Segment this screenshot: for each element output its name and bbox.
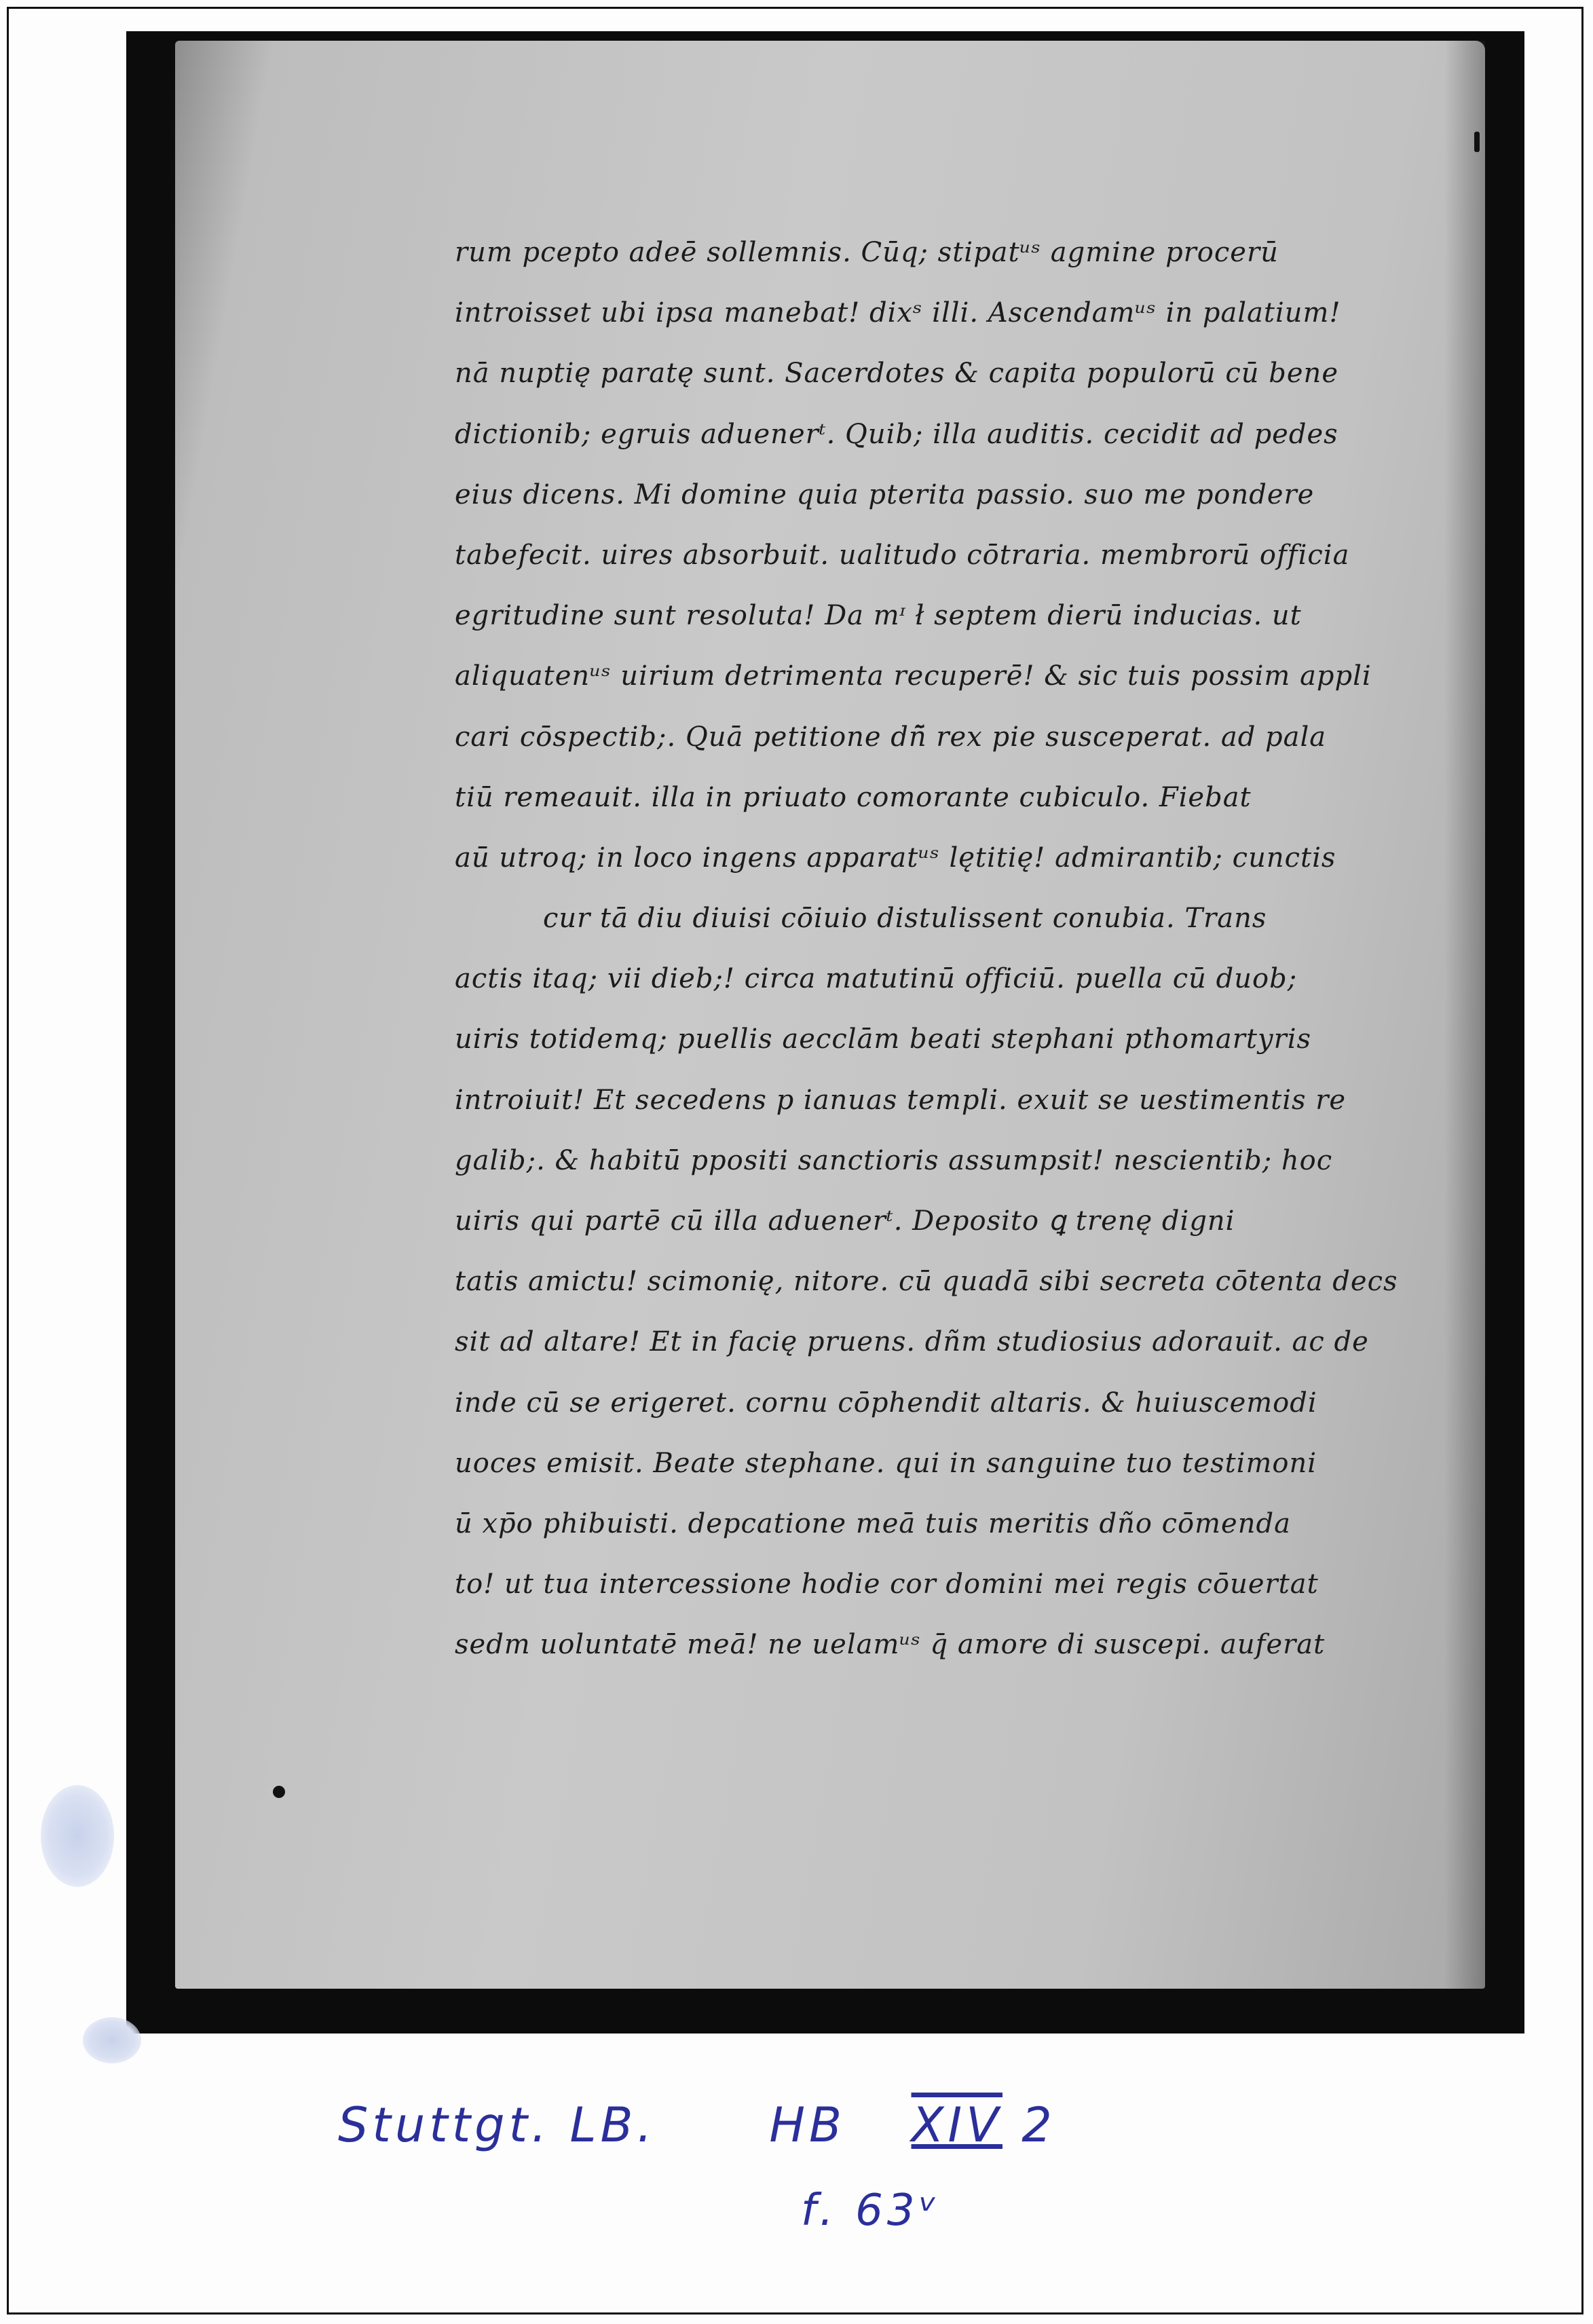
manuscript-line: uiris totidemq; puellis aecclām beati stephani pthomartyris (455, 1024, 1312, 1055)
manuscript-line: sedm uoluntatē meā! ne uelamᵘˢ q̄ amore di suscepi. auferat (455, 1629, 1326, 1661)
manuscript-line: galib;. & habitū ppositi sanctioris assumpsit! nescientib; hoc (455, 1144, 1333, 1176)
manuscript-line: cur tā diu diuisi cōiuio distulissent conubia. Trans (543, 903, 1267, 935)
folio-mark (1474, 132, 1480, 152)
manuscript-line: cari cōspectib;. Quā petitione dñ̄ rex pie susceperat. ad pala (455, 721, 1327, 753)
manuscript-line: ū xp̄o phibuisti. depcatione meā tuis meritis dño cōmenda (455, 1507, 1291, 1539)
margin-dot (273, 1786, 285, 1798)
ink-smudge (41, 1785, 114, 1887)
manuscript-line: introisset ubi ipsa manebat! dixˢ illi. Ascendamᵘˢ in palatium! (455, 297, 1341, 329)
manuscript-line: actis itaq; vii dieb;! circa matutinū officiū. puella cū duob; (455, 963, 1298, 995)
ink-smudge (83, 2017, 141, 2063)
shelfmark-number: 2 (1022, 2097, 1056, 2153)
manuscript-line: aū̄ utroq; in loco ingens apparatᵘˢ lętitię! admirantib; cunctis (455, 842, 1336, 874)
manuscript-line: rum pcepto adeē sollemnis. Cūq; stipatᵘˢ agmine procerū (455, 237, 1279, 268)
library-siglum: Stuttgt. LB. (338, 2097, 656, 2153)
manuscript-line: tatis amictu! scimonię, nitore. cū quadā sibi secreta cōtenta decs (455, 1266, 1398, 1298)
shelfmark-roman: XIV (911, 2097, 1003, 2153)
manuscript-line: tabefecit. uires absorbuit. ualitudo cōtraria. membrorū officia (455, 539, 1350, 571)
manuscript-line: dictionib; egruis aduenerᵗ. Quib; illa auditis. cecidit ad pedes (455, 418, 1338, 450)
shelfmark-prefix: HB (769, 2097, 846, 2153)
manuscript-line: introiuit! Et secedens p ianuas templi. exuit se uestimentis re (455, 1084, 1347, 1116)
manuscript-line: nā nuptię paratę sunt. Sacerdotes & capita populorū cū bene (455, 358, 1338, 390)
manuscript-text (455, 223, 1446, 1676)
manuscript-line: eius dicens. Mi domine quia pterita passio. suo me pondere (455, 479, 1315, 510)
archive-reference (338, 2097, 1056, 2153)
manuscript-line: egritudine sunt resoluta! Da mᶦ ł septem dierū inducias. ut (455, 600, 1302, 632)
manuscript-line: uoces emisit. Beate stephane. qui in sanguine tuo testimoni (455, 1447, 1317, 1479)
manuscript-line: aliquatenᵘˢ uirium detrimenta recuperē! & sic tuis possim appli (455, 660, 1372, 692)
manuscript-line: inde cū se erigeret. cornu cōphendit altaris. & huiuscemodi (455, 1387, 1317, 1419)
manuscript-line: sit ad altare! Et in facię pruens. dñm studiosius adorauit. ac de (455, 1326, 1369, 1358)
manuscript-line: tiū remeauit. illa in priuato comorante cubiculo. Fiebat (455, 781, 1252, 813)
folio-reference (801, 2186, 941, 2236)
manuscript-line: to! ut tua intercessione hodie cor domini mei regis cōuertat (455, 1569, 1319, 1600)
manuscript-line: uiris qui partē cū illa aduenerᵗ. Deposito ꝗ trenę digni (455, 1205, 1235, 1237)
folio-number: f. 63ᵛ (801, 2186, 941, 2236)
folio-edge-shadow (1444, 41, 1485, 1989)
